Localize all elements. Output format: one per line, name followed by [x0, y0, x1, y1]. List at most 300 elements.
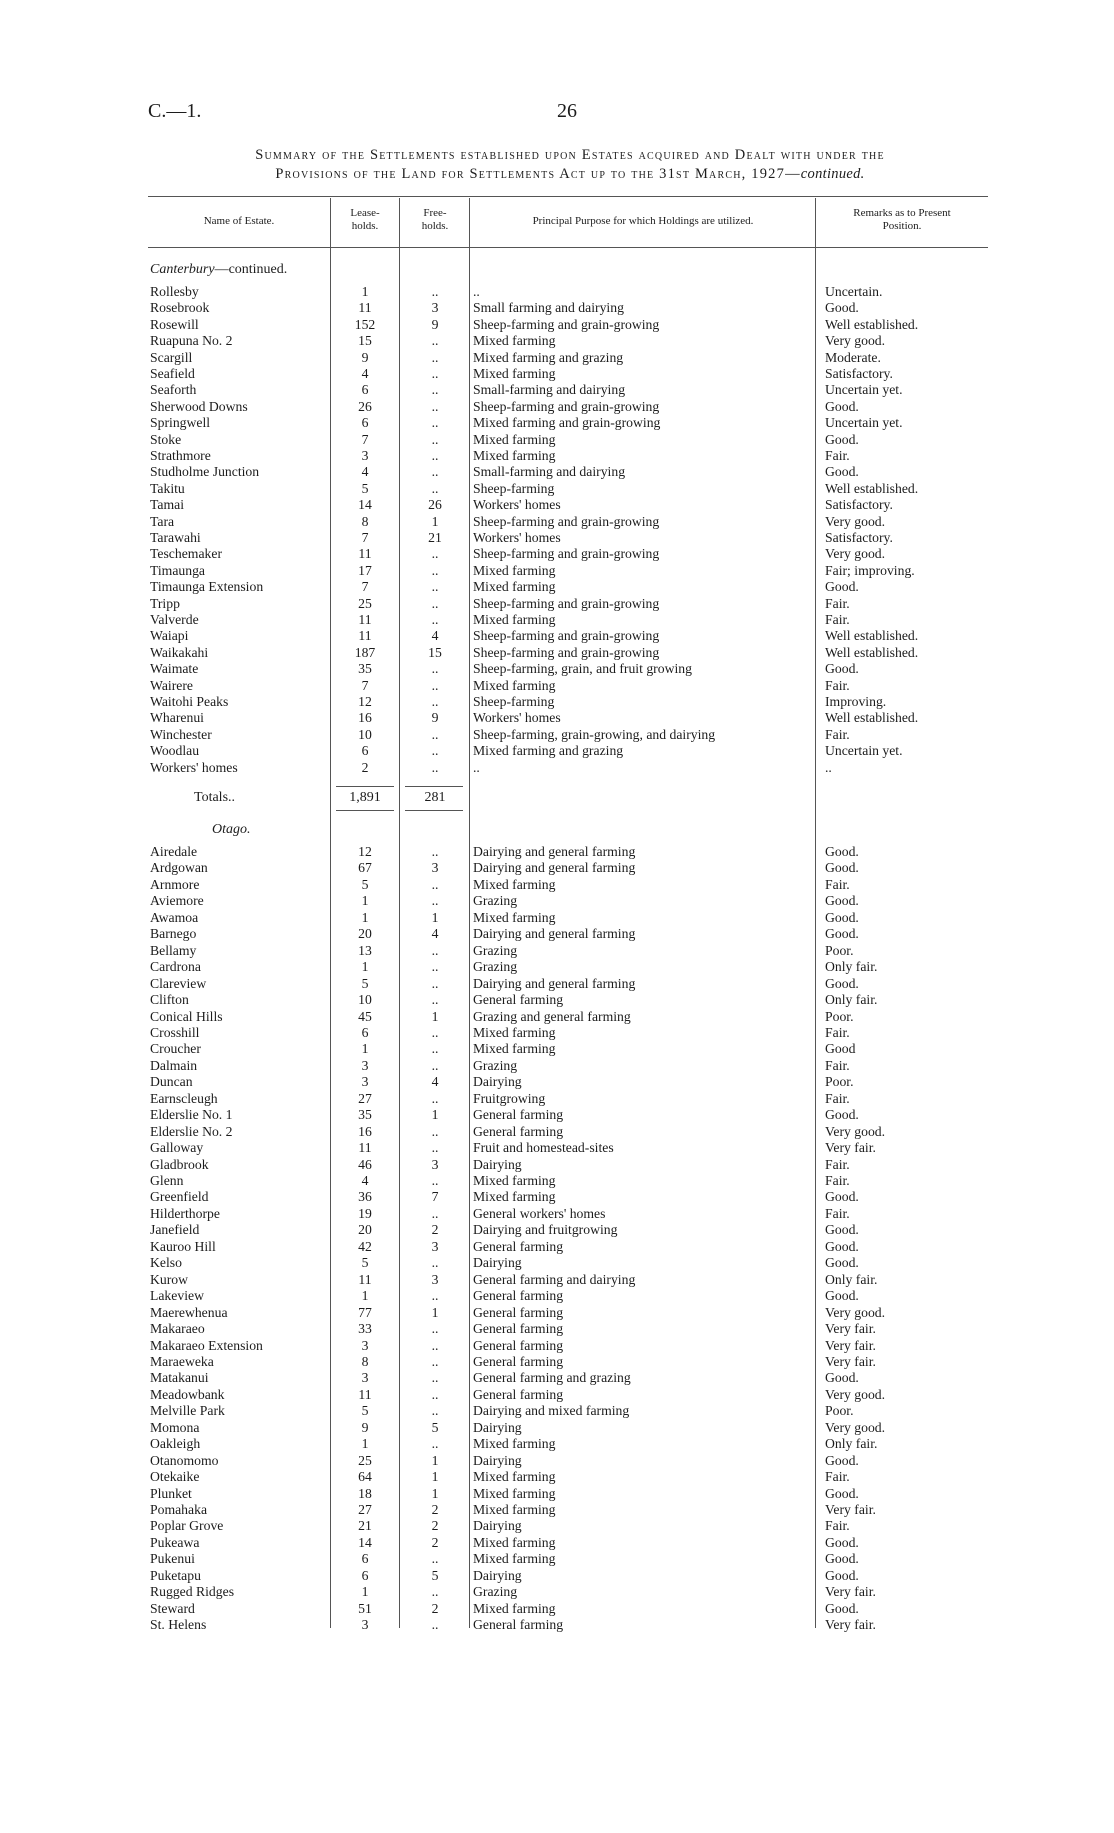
table-row — [0, 1157, 1114, 1174]
estate-name: Stoke — [150, 431, 182, 447]
leaseholds-count: 15 — [358, 333, 372, 349]
holding-purpose: Sheep-farming, grain, and fruit growing — [473, 661, 692, 677]
holding-purpose: General farming — [473, 1123, 564, 1139]
remarks: Very good. — [825, 1304, 886, 1320]
estate-name: Rugged Ridges — [150, 1584, 235, 1600]
leaseholds-count: 64 — [358, 1469, 372, 1485]
title-line-2: Provisions of the Land for Settlements Act up to the 31st March, 1927—continued. — [275, 166, 865, 182]
holding-purpose: Small-farming and dairying — [473, 382, 626, 398]
table-row — [0, 628, 1114, 645]
holding-purpose: Mixed farming — [473, 1551, 556, 1567]
table-row — [0, 1239, 1114, 1256]
estate-name: Waikakahi — [150, 644, 209, 660]
estate-name: Bellamy — [150, 942, 197, 958]
holding-purpose: Grazing — [473, 893, 518, 909]
freeholds-count: .. — [431, 579, 439, 595]
remarks: Fair. — [825, 726, 850, 742]
estate-name: Maerewhenua — [150, 1304, 228, 1320]
table-row — [0, 1551, 1114, 1568]
holding-purpose: Mixed farming — [473, 579, 556, 595]
remarks: Very fair. — [825, 1337, 876, 1353]
table-row — [0, 399, 1114, 416]
table-row — [0, 1568, 1114, 1585]
leaseholds-count: 35 — [358, 1107, 372, 1123]
remarks: Satisfactory. — [825, 497, 893, 513]
totals-leaseholds: 1,891 — [349, 790, 381, 805]
estate-name: Gladbrook — [150, 1156, 209, 1172]
estate-name: Lakeview — [150, 1288, 204, 1304]
table-row — [0, 1222, 1114, 1239]
remarks: Well established. — [825, 316, 919, 332]
leaseholds-count: 25 — [358, 1452, 372, 1468]
table-row — [0, 1189, 1114, 1206]
estate-name: Ruapuna No. 2 — [150, 333, 233, 349]
estate-name: Wairere — [150, 677, 193, 693]
table-row — [0, 943, 1114, 960]
leaseholds-count: 7 — [361, 431, 369, 447]
holding-purpose: Mixed farming — [473, 1485, 556, 1501]
remarks: Well established. — [825, 480, 919, 496]
remarks: Good. — [825, 1189, 859, 1205]
estate-name: Elderslie No. 1 — [150, 1107, 233, 1123]
leaseholds-count: 1 — [361, 959, 369, 975]
freeholds-count: .. — [431, 1337, 439, 1353]
leaseholds-count: 21 — [358, 1518, 372, 1534]
freeholds-count: .. — [431, 893, 439, 909]
freeholds-count: 2 — [431, 1600, 439, 1616]
remarks: Fair. — [825, 595, 850, 611]
holding-purpose: Fruitgrowing — [473, 1090, 546, 1106]
page-number: 26 — [557, 100, 577, 122]
remarks: Good. — [825, 1452, 859, 1468]
freeholds-count: 26 — [428, 497, 442, 513]
leaseholds-count: 10 — [358, 726, 372, 742]
estate-name: Makaraeo — [150, 1321, 205, 1337]
remarks: Good. — [825, 1288, 859, 1304]
estate-name: Galloway — [150, 1140, 204, 1156]
remarks: Uncertain yet. — [825, 382, 903, 398]
freeholds-count: 3 — [431, 1238, 439, 1254]
freeholds-count: .. — [431, 1436, 439, 1452]
table-row — [0, 1074, 1114, 1091]
estate-name: Poplar Grove — [150, 1518, 224, 1534]
estate-name: Tara — [150, 513, 175, 529]
estate-name: Meadowbank — [150, 1386, 225, 1402]
holding-purpose: Dairying — [473, 1156, 522, 1172]
table-row — [0, 1486, 1114, 1503]
holding-purpose: Sheep-farming and grain-growing — [473, 546, 660, 562]
estate-name: Kurow — [150, 1271, 189, 1287]
remarks: Very fair. — [825, 1140, 876, 1156]
totals-underline-free — [405, 810, 463, 811]
table-row — [0, 694, 1114, 711]
table-row — [0, 1436, 1114, 1453]
freeholds-count: .. — [431, 1255, 439, 1271]
remarks: Good. — [825, 860, 859, 876]
holding-purpose: Mixed farming — [473, 1173, 556, 1188]
freeholds-count: .. — [431, 844, 439, 859]
holding-purpose: Dairying — [473, 1074, 522, 1090]
estate-name: Waitohi Peaks — [150, 694, 229, 709]
table-row — [0, 1387, 1114, 1404]
estate-name: Studholme Junction — [150, 464, 260, 480]
holding-purpose: General farming — [473, 1304, 564, 1320]
table-row — [0, 284, 1114, 301]
holding-purpose: Fruit and homestead-sites — [473, 1140, 614, 1156]
remarks: Satisfactory. — [825, 366, 893, 381]
holding-purpose: Small farming and dairying — [473, 300, 624, 316]
table-row — [0, 1518, 1114, 1535]
freeholds-count: 4 — [431, 926, 439, 942]
leaseholds-count: 6 — [361, 382, 369, 398]
leaseholds-count: 27 — [358, 1090, 372, 1106]
document-reference: C.—1. — [148, 100, 202, 122]
estate-name: Maraeweka — [150, 1353, 214, 1369]
holding-purpose: Mixed farming — [473, 1436, 556, 1452]
remarks: Satisfactory. — [825, 530, 893, 545]
table-row — [0, 1535, 1114, 1552]
holding-purpose: General farming — [473, 1353, 564, 1369]
estate-name: Awamoa — [150, 909, 199, 925]
remarks: Well established. — [825, 628, 919, 644]
totals-rule-lease — [336, 786, 394, 787]
leaseholds-count: 1 — [361, 893, 369, 909]
leaseholds-count: 42 — [358, 1238, 372, 1254]
remarks: Good. — [825, 1255, 859, 1271]
leaseholds-count: 35 — [358, 661, 372, 677]
leaseholds-count: 12 — [358, 844, 372, 859]
remarks: Only fair. — [825, 992, 878, 1008]
remarks: Well established. — [825, 644, 919, 660]
holding-purpose: General farming — [473, 1238, 564, 1254]
freeholds-count: .. — [431, 1173, 439, 1188]
leaseholds-count: 25 — [358, 595, 372, 611]
freeholds-count: 5 — [431, 1567, 439, 1583]
freeholds-count: 1 — [431, 1469, 439, 1485]
table-row — [0, 1305, 1114, 1322]
remarks: Good. — [825, 909, 859, 925]
leaseholds-count: 19 — [358, 1205, 372, 1221]
estate-name: Seafield — [150, 366, 195, 381]
table-row — [0, 661, 1114, 678]
estate-name: Otekaike — [150, 1469, 200, 1485]
remarks: Very good. — [825, 333, 886, 349]
holding-purpose: .. — [473, 759, 480, 775]
freeholds-count: .. — [431, 876, 439, 892]
remarks: Very fair. — [825, 1617, 876, 1633]
freeholds-count: 9 — [431, 710, 439, 726]
estate-name: Sherwood Downs — [150, 398, 248, 414]
freeholds-count: 4 — [431, 1074, 439, 1090]
remarks: Good. — [825, 1370, 859, 1386]
holding-purpose: Dairying — [473, 1518, 522, 1534]
estate-name: Valverde — [150, 612, 199, 627]
estate-name: Strathmore — [150, 448, 211, 463]
leaseholds-count: 5 — [361, 975, 369, 991]
freeholds-count: 9 — [431, 316, 439, 332]
estate-name: Otanomomo — [150, 1452, 219, 1468]
holding-purpose: General farming — [473, 1617, 564, 1633]
table-row — [0, 710, 1114, 727]
table-row — [0, 976, 1114, 993]
totals-underline-lease — [336, 810, 394, 811]
remarks: Only fair. — [825, 1271, 878, 1287]
remarks: Good. — [825, 1567, 859, 1583]
table-row — [0, 1091, 1114, 1108]
totals-freeholds: 281 — [424, 790, 446, 805]
holding-purpose: Workers' homes — [473, 497, 561, 513]
table-row — [0, 530, 1114, 547]
estate-name: Timaunga — [150, 562, 206, 578]
holding-purpose: Sheep-farming and grain-growing — [473, 644, 660, 660]
freeholds-count: 1 — [431, 1452, 439, 1468]
estate-name: Scargill — [150, 349, 193, 365]
leaseholds-count: 51 — [358, 1600, 372, 1616]
remarks: Very fair. — [825, 1584, 876, 1600]
freeholds-count: .. — [431, 759, 439, 775]
leaseholds-count: 3 — [361, 448, 369, 463]
leaseholds-count: 1 — [361, 1584, 369, 1600]
leaseholds-count: 67 — [358, 860, 372, 876]
estate-name: Puketapu — [150, 1567, 201, 1583]
freeholds-count: 1 — [431, 1107, 439, 1123]
table-row — [0, 910, 1114, 927]
freeholds-count: .. — [431, 333, 439, 349]
holding-purpose: Mixed farming — [473, 562, 556, 578]
leaseholds-count: 17 — [358, 562, 372, 578]
holding-purpose: Dairying — [473, 1567, 522, 1583]
leaseholds-count: 36 — [358, 1189, 372, 1205]
table-row — [0, 678, 1114, 695]
remarks: Very fair. — [825, 1321, 876, 1337]
table-row — [0, 1453, 1114, 1470]
leaseholds-count: 5 — [361, 1403, 369, 1419]
estate-name: Clareview — [150, 975, 207, 991]
leaseholds-count: 5 — [361, 480, 369, 496]
column-header-purpose: Principal Purpose for which Holdings are utilized. — [532, 215, 754, 227]
holding-purpose: Mixed farming — [473, 876, 556, 892]
table-row — [0, 1272, 1114, 1289]
remarks: Fair. — [825, 612, 850, 627]
table-header-rule — [148, 247, 988, 248]
freeholds-count: .. — [431, 398, 439, 414]
freeholds-count: .. — [431, 1123, 439, 1139]
estate-name: St. Helens — [150, 1617, 207, 1633]
remarks: Fair. — [825, 1173, 850, 1188]
leaseholds-count: 3 — [361, 1337, 369, 1353]
estate-name: Takitu — [150, 480, 185, 496]
freeholds-count: .. — [431, 992, 439, 1008]
freeholds-count: .. — [431, 677, 439, 693]
holding-purpose: General farming — [473, 992, 564, 1008]
table-row — [0, 1041, 1114, 1058]
leaseholds-count: 5 — [361, 1255, 369, 1271]
estate-name: Timaunga Extension — [150, 579, 264, 595]
table-row — [0, 596, 1114, 613]
freeholds-count: .. — [431, 1403, 439, 1419]
table-row — [0, 563, 1114, 580]
holding-purpose: Mixed farming — [473, 1041, 556, 1057]
freeholds-count: .. — [431, 1140, 439, 1156]
table-row — [0, 579, 1114, 596]
table-row — [0, 893, 1114, 910]
freeholds-count: .. — [431, 661, 439, 677]
leaseholds-count: 3 — [361, 1370, 369, 1386]
holding-purpose: Sheep-farming and grain-growing — [473, 316, 660, 332]
table-row — [0, 1617, 1114, 1634]
freeholds-count: 15 — [428, 644, 442, 660]
leaseholds-count: 152 — [354, 316, 376, 332]
leaseholds-count: 11 — [358, 1140, 372, 1156]
remarks: Fair. — [825, 1205, 850, 1221]
holding-purpose: Mixed farming — [473, 333, 556, 349]
estate-name: Earnscleugh — [150, 1090, 218, 1106]
remarks: Fair. — [825, 1518, 850, 1534]
table-row — [0, 546, 1114, 563]
table-row — [0, 448, 1114, 465]
holding-purpose: Dairying — [473, 1255, 522, 1271]
remarks: .. — [825, 759, 832, 775]
leaseholds-count: 187 — [354, 644, 376, 660]
estate-name: Makaraeo Extension — [150, 1337, 263, 1353]
remarks: Good. — [825, 844, 859, 859]
estate-name: Rosebrook — [150, 300, 210, 316]
estate-name: Tamai — [150, 497, 185, 513]
leaseholds-count: 7 — [361, 579, 369, 595]
remarks: Good. — [825, 1485, 859, 1501]
table-row — [0, 1206, 1114, 1223]
holding-purpose: Workers' homes — [473, 530, 561, 545]
leaseholds-count: 10 — [358, 992, 372, 1008]
table-row — [0, 514, 1114, 531]
leaseholds-count: 45 — [358, 1008, 372, 1024]
estate-name: Waimate — [150, 661, 199, 677]
table-row — [0, 926, 1114, 943]
remarks: Only fair. — [825, 959, 878, 975]
holding-purpose: General farming — [473, 1321, 564, 1337]
column-header-name: Name of Estate. — [203, 215, 275, 227]
remarks: Uncertain yet. — [825, 743, 903, 759]
leaseholds-count: 4 — [361, 1173, 369, 1188]
estate-name: Glenn — [150, 1173, 184, 1188]
estate-name: Winchester — [150, 726, 212, 742]
remarks: Good. — [825, 1238, 859, 1254]
leaseholds-count: 12 — [358, 694, 372, 709]
freeholds-count: 1 — [431, 1304, 439, 1320]
holding-purpose: Dairying and fruitgrowing — [473, 1222, 618, 1238]
table-row — [0, 1354, 1114, 1371]
remarks: Good. — [825, 1551, 859, 1567]
freeholds-count: .. — [431, 1321, 439, 1337]
leaseholds-count: 16 — [358, 1123, 372, 1139]
freeholds-count: .. — [431, 546, 439, 562]
freeholds-count: .. — [431, 1353, 439, 1369]
leaseholds-count: 1 — [361, 1288, 369, 1304]
freeholds-count: 2 — [431, 1518, 439, 1534]
freeholds-count: .. — [431, 694, 439, 709]
holding-purpose: .. — [473, 284, 480, 299]
leaseholds-count: 13 — [358, 942, 372, 958]
estate-name: Wharenui — [150, 710, 204, 726]
table-row — [0, 481, 1114, 498]
table-row — [0, 760, 1114, 777]
freeholds-count: 3 — [431, 300, 439, 316]
freeholds-count: 2 — [431, 1534, 439, 1550]
estate-name: Aviemore — [150, 893, 204, 909]
leaseholds-count: 14 — [358, 1534, 372, 1550]
holding-purpose: Small-farming and dairying — [473, 464, 626, 480]
estate-name: Croucher — [150, 1041, 201, 1057]
remarks: Good. — [825, 975, 859, 991]
remarks: Fair. — [825, 1090, 850, 1106]
leaseholds-count: 7 — [361, 677, 369, 693]
holding-purpose: Mixed farming — [473, 366, 556, 381]
remarks: Very good. — [825, 1123, 886, 1139]
freeholds-count: .. — [431, 431, 439, 447]
table-row — [0, 1173, 1114, 1190]
table-row — [0, 1370, 1114, 1387]
table-row — [0, 959, 1114, 976]
estate-name: Pukeawa — [150, 1534, 200, 1550]
freeholds-count: .. — [431, 366, 439, 381]
leaseholds-count: 33 — [358, 1321, 372, 1337]
leaseholds-count: 4 — [361, 464, 369, 480]
holding-purpose: Dairying and mixed farming — [473, 1403, 630, 1419]
freeholds-count: 1 — [431, 1485, 439, 1501]
leaseholds-count: 5 — [361, 876, 369, 892]
freeholds-count: .. — [431, 448, 439, 463]
table-row — [0, 1420, 1114, 1437]
holding-purpose: Dairying — [473, 1419, 522, 1435]
table-row — [0, 844, 1114, 861]
freeholds-count: .. — [431, 1288, 439, 1304]
table-row — [0, 1584, 1114, 1601]
remarks: Fair. — [825, 876, 850, 892]
remarks: Very good. — [825, 546, 886, 562]
leaseholds-count: 11 — [358, 1271, 372, 1287]
table-row — [0, 1058, 1114, 1075]
table-row — [0, 1502, 1114, 1519]
leaseholds-count: 6 — [361, 743, 369, 759]
freeholds-count: .. — [431, 464, 439, 480]
leaseholds-count: 3 — [361, 1057, 369, 1073]
estate-name: Momona — [150, 1419, 200, 1435]
estate-name: Janefield — [150, 1222, 200, 1238]
remarks: Uncertain yet. — [825, 415, 903, 431]
remarks: Improving. — [825, 694, 887, 709]
estate-name: Woodlau — [150, 743, 200, 759]
estate-name: Rosewill — [150, 316, 199, 332]
remarks: Fair; improving. — [825, 562, 915, 578]
estate-name: Dalmain — [150, 1057, 198, 1073]
page-title — [140, 146, 1000, 184]
estate-name: Barnego — [150, 926, 197, 942]
freeholds-count: .. — [431, 562, 439, 578]
freeholds-count: .. — [431, 942, 439, 958]
freeholds-count: 1 — [431, 513, 439, 529]
holding-purpose: Dairying and general farming — [473, 844, 636, 859]
freeholds-count: 3 — [431, 860, 439, 876]
leaseholds-count: 1 — [361, 284, 369, 299]
estate-name: Tripp — [150, 595, 180, 611]
remarks: Fair. — [825, 1024, 850, 1040]
holding-purpose: Mixed farming and grazing — [473, 349, 624, 365]
table-row — [0, 382, 1114, 399]
estate-name: Conical Hills — [150, 1008, 223, 1024]
title-line-1: Summary of the Settlements established upon Estates acquired and Dealt with under the — [255, 147, 885, 163]
holding-purpose: Grazing — [473, 942, 518, 958]
leaseholds-count: 20 — [358, 926, 372, 942]
